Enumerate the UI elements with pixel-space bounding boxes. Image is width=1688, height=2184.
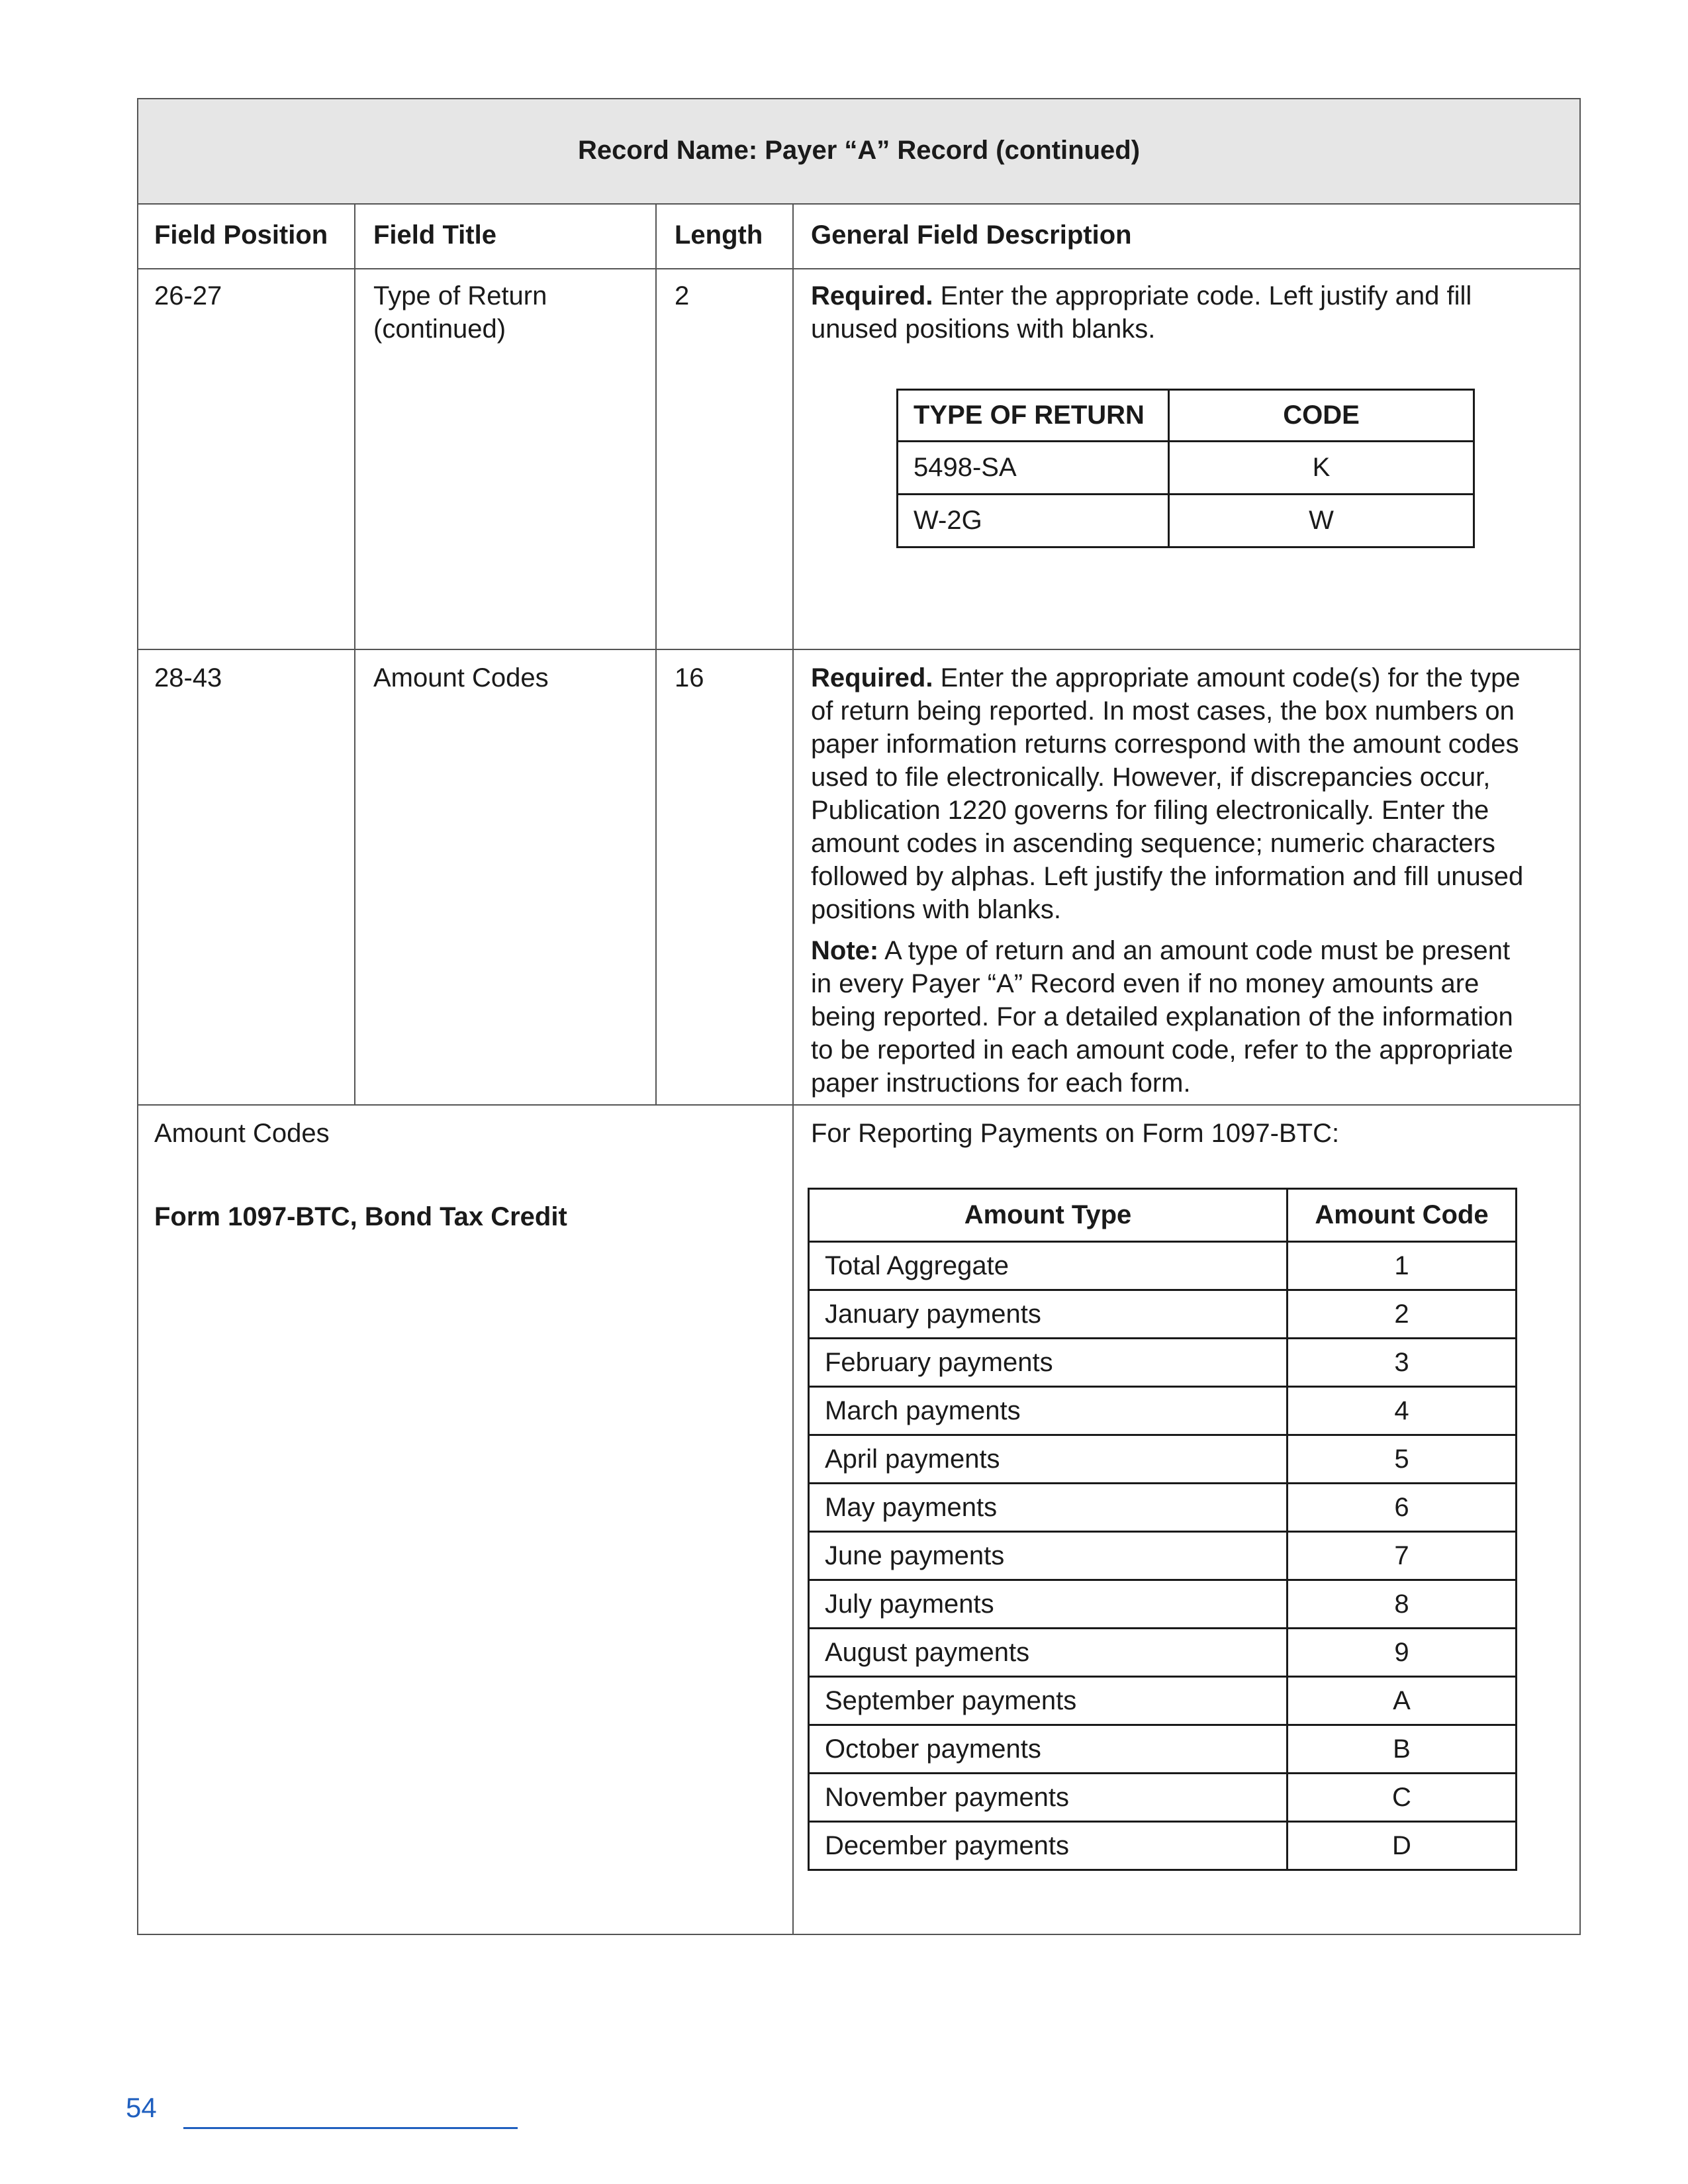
code-cell: K	[1169, 442, 1474, 495]
row2-description-line	[811, 661, 1523, 694]
row2-description-line: of return being reported. In most cases, the box numbers on	[811, 696, 1515, 726]
row2-note-line: in every Payer “A” Record even if no money amounts are	[811, 969, 1479, 998]
row2-description-line: used to file electronically. However, if discrepancies occur,	[811, 763, 1491, 792]
table-row	[898, 442, 1474, 495]
row1-description-line1	[811, 279, 1472, 312]
amount-code-cell: 4	[1288, 1387, 1517, 1435]
required-label: Required.	[811, 663, 933, 692]
amount-code-cell: 1	[1288, 1242, 1517, 1290]
amount-code-cell: 3	[1288, 1339, 1517, 1387]
table-row	[809, 1532, 1517, 1580]
row2-description-text: Enter the appropriate amount code(s) for the type	[933, 663, 1521, 692]
row1-description-text1: Enter the appropriate code. Left justify and fill	[933, 281, 1472, 310]
row2-note-line: paper instructions for each form.	[811, 1068, 1191, 1098]
column-divider-1	[354, 203, 355, 1104]
code-cell: W	[1169, 495, 1474, 547]
table-row	[809, 1387, 1517, 1435]
table-row	[809, 1774, 1517, 1822]
amount-type-cell: May payments	[809, 1484, 1288, 1532]
row2-description-line: followed by alphas. Left justify the information and fill unused	[811, 862, 1524, 891]
amount-code-cell: 9	[1288, 1629, 1517, 1677]
type-of-return-header: TYPE OF RETURN	[898, 390, 1169, 442]
amount-type-cell: December payments	[809, 1822, 1288, 1870]
row2-field-title: Amount Codes	[373, 663, 549, 692]
amount-type-cell: November payments	[809, 1774, 1288, 1822]
row1-description	[811, 279, 1472, 346]
row2-note-text: A type of return and an amount code must be present	[878, 936, 1511, 965]
header-field-title: Field Title	[373, 220, 496, 250]
row2-description	[811, 661, 1523, 1100]
header-length: Length	[675, 220, 763, 250]
row1-field-title-line2: (continued)	[373, 314, 506, 344]
row1-field-position: 26-27	[154, 281, 222, 310]
table-row	[809, 1629, 1517, 1677]
record-layout-table	[137, 98, 1581, 1935]
type-of-return-header-row	[898, 390, 1474, 442]
footer-rule	[183, 2127, 518, 2129]
row2-description-line: Publication 1220 governs for filing electronically. Enter the	[811, 796, 1489, 825]
amount-type-cell: July payments	[809, 1580, 1288, 1629]
row1-length: 2	[675, 281, 690, 310]
record-name-title: Record Name: Payer “A” Record (continued)	[577, 136, 1141, 165]
amount-code-header: Amount Code	[1288, 1189, 1517, 1242]
row2-field-position: 28-43	[154, 663, 222, 692]
amount-type-cell: October payments	[809, 1725, 1288, 1774]
amount-type-header: Amount Type	[809, 1189, 1288, 1242]
amount-code-cell: D	[1288, 1822, 1517, 1870]
amount-type-cell: September payments	[809, 1677, 1288, 1725]
amount-code-cell: A	[1288, 1677, 1517, 1725]
table-row	[809, 1677, 1517, 1725]
row3-amount-codes-label: Amount Codes	[154, 1119, 330, 1148]
code-header: CODE	[1169, 390, 1474, 442]
table-row	[809, 1290, 1517, 1339]
row1-description-line2: unused positions with blanks.	[811, 314, 1156, 344]
table-row	[809, 1580, 1517, 1629]
rule-below-row2	[138, 1104, 1579, 1106]
note-label: Note:	[811, 936, 879, 965]
row2-description-line: paper information returns correspond with the amount codes	[811, 730, 1519, 759]
header-general-description: General Field Description	[811, 220, 1132, 250]
row2-note-line: to be reported in each amount code, refer to the appropriate	[811, 1035, 1513, 1065]
amount-code-cell: 7	[1288, 1532, 1517, 1580]
amount-code-header-row	[809, 1189, 1517, 1242]
row2-note-line	[811, 934, 1523, 967]
amount-type-cell: February payments	[809, 1339, 1288, 1387]
type-of-return-table	[896, 389, 1475, 548]
type-of-return-cell: 5498-SA	[898, 442, 1169, 495]
amount-type-cell: April payments	[809, 1435, 1288, 1484]
amount-type-cell: August payments	[809, 1629, 1288, 1677]
row2-note-line: being reported. For a detailed explanation of the information	[811, 1002, 1513, 1031]
table-row	[898, 495, 1474, 547]
amount-code-cell: B	[1288, 1725, 1517, 1774]
amount-code-cell: 6	[1288, 1484, 1517, 1532]
row1-field-title-line1: Type of Return	[373, 281, 547, 310]
amount-type-cell: June payments	[809, 1532, 1288, 1580]
row3-intro: For Reporting Payments on Form 1097-BTC:	[811, 1119, 1340, 1148]
header-field-position: Field Position	[154, 220, 328, 250]
amount-code-cell: 8	[1288, 1580, 1517, 1629]
amount-code-cell: C	[1288, 1774, 1517, 1822]
amount-type-cell: March payments	[809, 1387, 1288, 1435]
amount-type-cell: Total Aggregate	[809, 1242, 1288, 1290]
page-number: 54	[126, 2092, 157, 2123]
table-row	[809, 1484, 1517, 1532]
column-divider-2	[655, 203, 657, 1104]
row2-length: 16	[675, 663, 704, 692]
type-of-return-cell: W-2G	[898, 495, 1169, 547]
table-row	[809, 1339, 1517, 1387]
column-divider-3	[792, 203, 794, 1935]
required-label: Required.	[811, 281, 933, 310]
amount-type-cell: January payments	[809, 1290, 1288, 1339]
table-row	[809, 1435, 1517, 1484]
row3-form-title: Form 1097-BTC, Bond Tax Credit	[154, 1202, 567, 1231]
table-row	[809, 1242, 1517, 1290]
row2-description-line: amount codes in ascending sequence; numeric characters	[811, 829, 1495, 858]
amount-code-cell: 2	[1288, 1290, 1517, 1339]
row2-description-line: positions with blanks.	[811, 895, 1061, 924]
amount-code-table	[808, 1188, 1517, 1871]
table-row	[809, 1822, 1517, 1870]
amount-code-cell: 5	[1288, 1435, 1517, 1484]
table-row	[809, 1725, 1517, 1774]
